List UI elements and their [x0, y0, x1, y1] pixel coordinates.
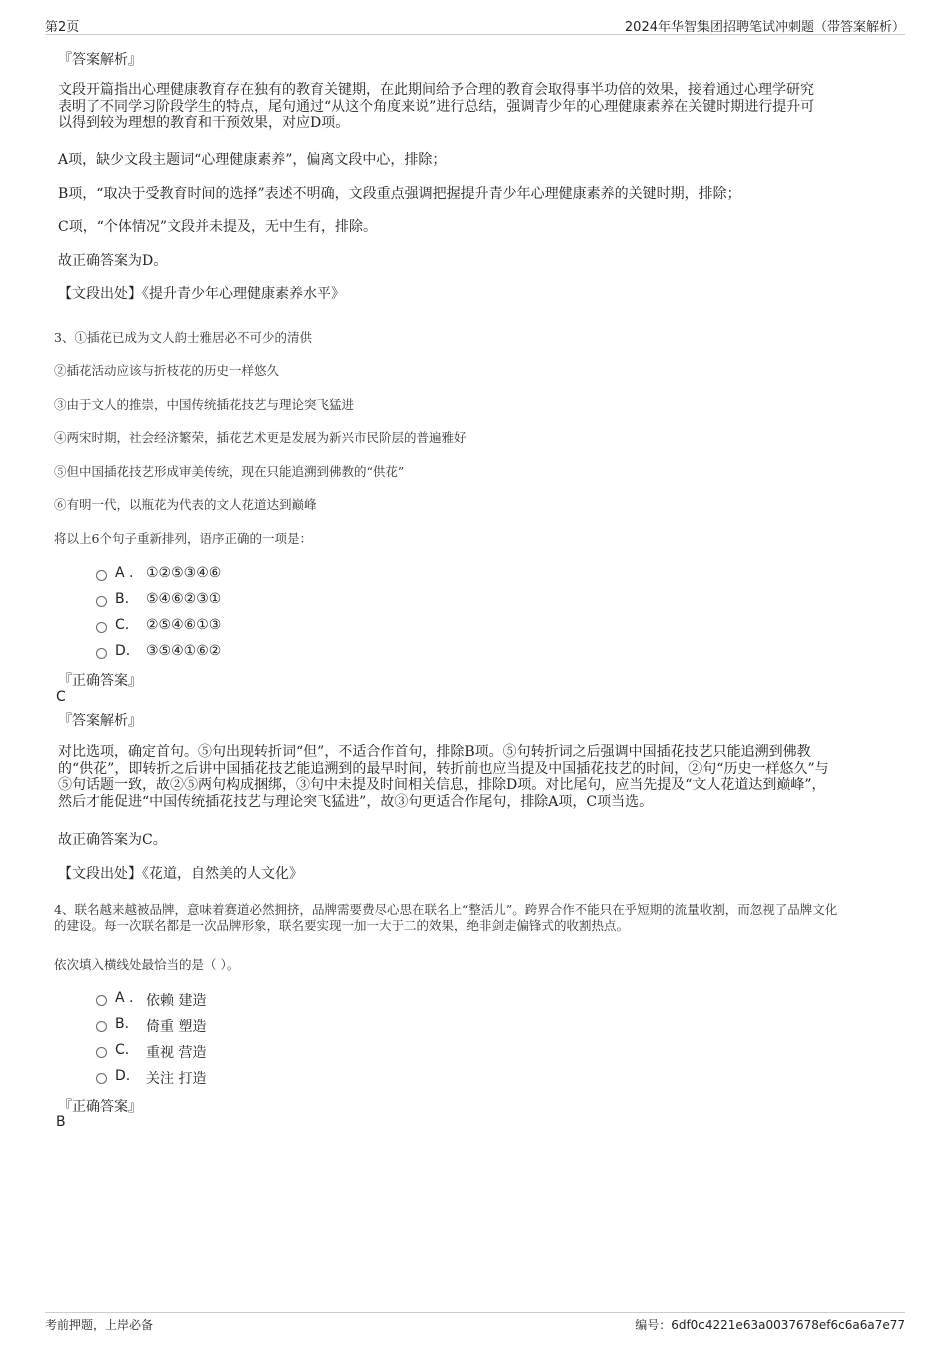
sentence-2: ②插花活动应该与折枝花的历史一样悠久	[54, 363, 280, 378]
analysis-line: ⑤句话题一致，故②⑤两句构成捆绑，③句中未提及时间相关信息，排除D项。对比尾句，应当先提及“文人花道达到巅峰”，	[58, 777, 826, 793]
option-c-note: C项，“个体情况”文段并未提及，无中生有，排除。	[58, 219, 378, 235]
option-text: ③⑤④①⑥②	[146, 643, 222, 659]
analysis-label: 『答案解析』	[58, 713, 142, 729]
option-letter: C.	[115, 617, 130, 633]
stem-line: 的建设。每一次联名都是一次品牌形象，联名要实现一加一大于二的效果，绝非剑走偏锋式的收割热点。	[54, 918, 630, 933]
source-citation: 【文段出处】《提升青少年心理健康素养水平》	[58, 286, 345, 302]
radio-icon[interactable]	[96, 1073, 107, 1084]
analysis-line: 文段开篇指出心理健康教育存在独有的教育关键期，在此期间给予合理的教育会取得事半功倍的效果，接着通过心理学研究	[58, 82, 814, 98]
option-b-note: B项，“取决于受教育时间的选择”表述不明确，文段重点强调把握提升青少年心理健康素养的关键时期，排除；	[58, 186, 741, 202]
option-text: 依赖 建造	[146, 993, 207, 1009]
option-letter: B.	[115, 591, 130, 607]
correct-answer: B	[56, 1114, 66, 1130]
sentence-6: ⑥有明一代，以瓶花为代表的文人花道达到巅峰	[54, 497, 317, 512]
radio-icon[interactable]	[96, 570, 107, 581]
page-footer	[45, 1312, 905, 1335]
analysis-line: 然后才能促进“中国传统插花技艺与理论突飞猛进”，故③句更适合作尾句，排除A项，C项当选。	[58, 793, 654, 810]
correct-answer-label: 『正确答案』	[58, 673, 142, 689]
radio-icon[interactable]	[96, 1047, 107, 1058]
sentence-4: ④两宋时期，社会经济繁荣，插花艺术更是发展为新兴市民阶层的普遍雅好	[54, 430, 467, 445]
radio-icon[interactable]	[96, 1021, 107, 1032]
analysis-line: 对比选项，确定首句。⑤句出现转折词“但”，不适合作首句，排除B项。⑤句转折词之后强调中国插花技艺只能追溯到佛教	[58, 744, 811, 760]
conclusion: 故正确答案为D。	[58, 253, 168, 269]
analysis-line: 以得到较为理想的教育和干预效果，对应D项。	[58, 115, 350, 131]
radio-icon[interactable]	[96, 596, 107, 607]
option-text: 关注 打造	[146, 1071, 207, 1087]
option-text: ⑤④⑥②③①	[146, 591, 222, 607]
analysis-paragraph	[58, 744, 829, 810]
document-title: 2024年华智集团招聘笔试冲刺题（带答案解析）	[624, 20, 905, 35]
sentence-5: ⑤但中国插花技艺形成审美传统，现在只能追溯到佛教的“供花”	[54, 464, 405, 479]
question-4-stem	[54, 902, 837, 934]
radio-icon[interactable]	[96, 648, 107, 659]
question-3-prompt: 将以上6个句子重新排列，语序正确的一项是：	[54, 531, 312, 546]
stem-line: 4、联名越来越被品牌，意味着赛道必然拥挤，品牌需要费尽心思在联名上“整活儿”。跨界合作不能只在乎短期的流量收割，而忽视了品牌文化	[54, 902, 838, 917]
option-a-note: A项，缺少文段主题词“心理健康素养”，偏离文段中心，排除；	[58, 152, 447, 168]
option-letter: A .	[115, 565, 134, 581]
sentence-3: ③由于文人的推崇，中国传统插花技艺与理论突飞猛进	[54, 397, 355, 412]
analysis-label: 『答案解析』	[58, 52, 142, 68]
option-text: 重视 营造	[146, 1045, 207, 1061]
option-letter: A .	[115, 990, 134, 1006]
option-text: 倚重 塑造	[146, 1019, 207, 1035]
analysis-paragraph	[58, 82, 814, 132]
source-citation: 【文段出处】《花道，自然美的人文化》	[58, 866, 303, 882]
option-letter: D.	[115, 1068, 131, 1084]
option-letter: D.	[115, 643, 131, 659]
page-header	[45, 14, 905, 35]
radio-icon[interactable]	[96, 995, 107, 1006]
correct-answer: C	[56, 689, 66, 705]
question-3-stem: 3、①插花已成为文人韵士雅居必不可少的清供	[54, 330, 312, 345]
conclusion: 故正确答案为C。	[58, 832, 167, 848]
question-4-prompt: 依次填入横线处最恰当的是（ ）。	[54, 957, 240, 972]
radio-icon[interactable]	[96, 622, 107, 633]
correct-answer-label: 『正确答案』	[58, 1099, 142, 1115]
option-text: ①②⑤③④⑥	[146, 565, 222, 581]
document-id: 编号：6df0c4221e63a0037678ef6c6a6a7e77	[635, 1318, 905, 1332]
option-letter: B.	[115, 1016, 130, 1032]
analysis-line: 的“供花”，即转折之后讲中国插花技艺能追溯到的最早时间，转折前也应当提及中国插花技艺的时间，②句“历史一样悠久”与	[58, 760, 829, 777]
option-text: ②⑤④⑥①③	[146, 617, 222, 633]
page-number: 第2页	[45, 20, 80, 35]
option-letter: C.	[115, 1042, 130, 1058]
footer-slogan: 考前押题，上岸必备	[45, 1318, 154, 1332]
analysis-line: 表明了不同学习阶段学生的特点，尾句通过“从这个角度来说”进行总结，强调青少年的心理健康素养在关键时期进行提升可	[58, 98, 815, 115]
